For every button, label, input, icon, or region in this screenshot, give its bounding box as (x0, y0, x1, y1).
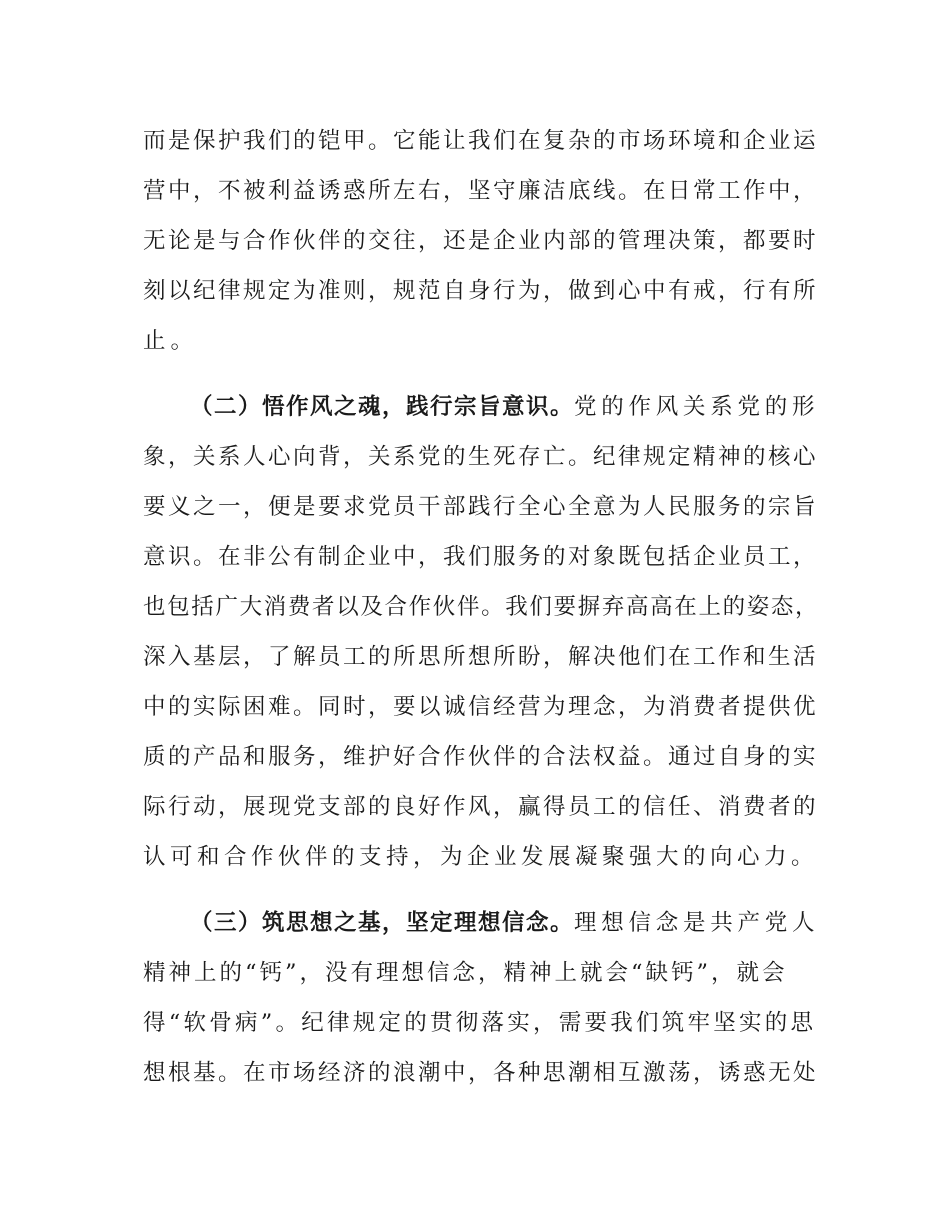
p3-line-3: 得“软骨病”。纪律规定的贯彻落实，需要我们筑牢坚实的思 (143, 1010, 817, 1036)
p1-line-5: 止。 (143, 328, 199, 354)
p2-line-8: 质的产品和服务，维护好合作伙伴的合法权益。通过自身的实 (143, 744, 819, 770)
p1-line-1: 而是保护我们的铠甲。它能让我们在复杂的市场环境和企业运 (143, 128, 819, 154)
p1-line-2: 营中，不被利益诱惑所左右，坚守廉洁底线。在日常工作中， (143, 178, 819, 204)
p3-first-line-text: 理想信念是共产党人 (574, 910, 820, 936)
p3-line-4: 想根基。在市场经济的浪潮中，各种思潮相互激荡，诱惑无处 (143, 1060, 819, 1086)
p3-line-2: 精神上的“钙”，没有理想信念，精神上就会“缺钙”，就会 (143, 960, 788, 986)
p2-line-3: 要义之一，便是要求党员干部践行全心全意为人民服务的宗旨 (143, 494, 819, 520)
p2-line-6: 深入基层，了解员工的所思所想所盼，解决他们在工作和生活 (143, 644, 819, 670)
p2-line-4: 意识。在非公有制企业中，我们服务的对象既包括企业员工， (143, 544, 819, 570)
p2-line-7: 中的实际困难。同时，要以诚信经营为理念，为消费者提供优 (143, 694, 819, 720)
p2-first-line-text: 党的作风关系党的形 (574, 394, 820, 420)
p2-line-5: 也包括广大消费者以及合作伙伴。我们要摒弃高高在上的姿态， (143, 594, 820, 620)
p2-first-line (190, 392, 819, 422)
p1-line-3: 无论是与合作伙伴的交往，还是企业内部的管理决策，都要时 (143, 228, 819, 254)
p2-line-2: 象，关系人心向背，关系党的生死存亡。纪律规定精神的核心 (143, 444, 819, 470)
p2-heading: （二）悟作风之魂，践行宗旨意识。 (190, 394, 575, 420)
p3-first-line (190, 908, 819, 938)
p3-heading: （三）筑思想之基，坚定理想信念。 (190, 910, 575, 936)
p2-line-10: 认可和合作伙伴的支持，为企业发展凝聚强大的向心力。 (143, 844, 819, 870)
p2-line-9: 际行动，展现党支部的良好作风，赢得员工的信任、消费者的 (143, 794, 819, 820)
p1-line-4: 刻以纪律规定为准则，规范自身行为，做到心中有戒，行有所 (143, 278, 819, 304)
